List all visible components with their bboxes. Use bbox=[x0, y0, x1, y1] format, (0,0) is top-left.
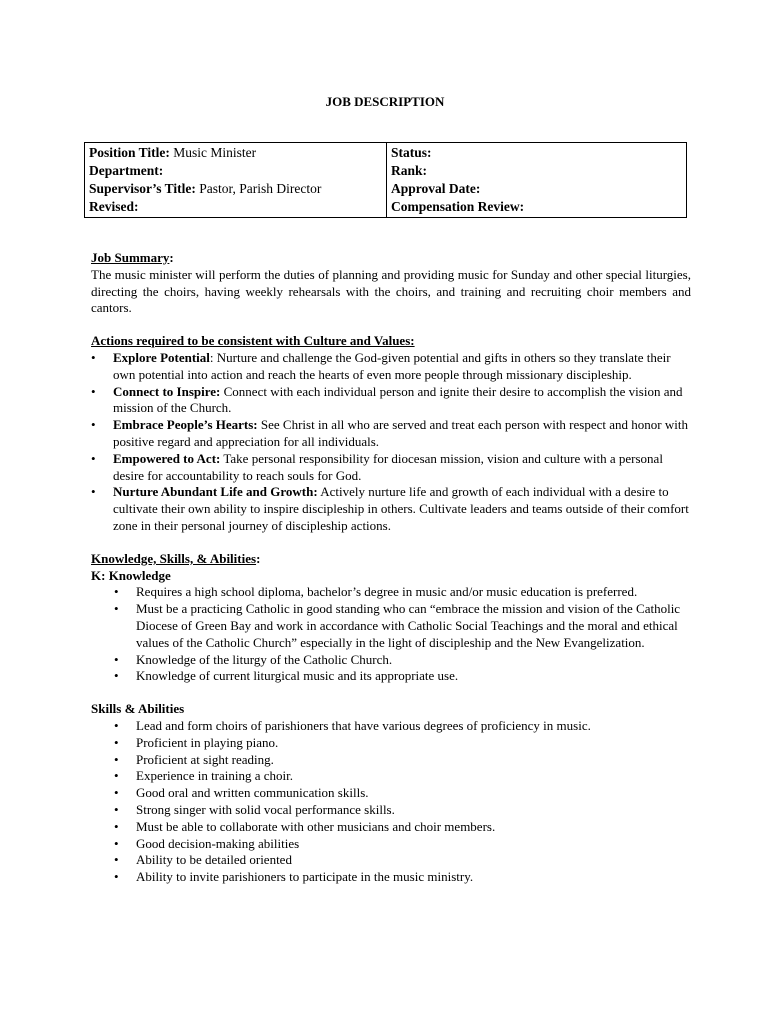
table-row bbox=[85, 162, 687, 180]
ksa-heading: Knowledge, Skills, & Abilities bbox=[91, 550, 257, 566]
table-cell bbox=[387, 143, 687, 163]
item-text: Connect with each individual person and ignite their desire to accomplish the vision and mission of the Church. bbox=[113, 383, 683, 416]
job-summary-text: The music minister will perform the duties of planning and providing music for Sunday and other special liturgies, directing the choirs, having weekly rehearsals with the choirs, and training and recruiting choir members and cantors. bbox=[91, 266, 691, 316]
field-label: Revised: bbox=[89, 199, 139, 214]
item-label: Nurture Abundant Life and Growth: bbox=[113, 484, 318, 500]
list-item: • Must be a practicing Catholic in good standing who can “embrace the mission and vision of the Catholic Diocese of Green Bay and work in accordance with Catholic Social Teachings and the moral and ethical values of the Catholic Church” especially in the light of discipleship and the New Evangelization. bbox=[91, 601, 691, 651]
job-summary-heading: Job Summary bbox=[91, 250, 170, 265]
list-item: • Proficient at sight reading. bbox=[91, 752, 691, 769]
heading-colon: : bbox=[169, 250, 174, 265]
list-item: • Requires a high school diploma, bachelor’s degree in music and/or music education is preferred. bbox=[91, 584, 691, 601]
list-item: • Strong singer with solid vocal performance skills. bbox=[91, 802, 691, 819]
field-value: Music Minister bbox=[169, 145, 257, 160]
section-heading bbox=[91, 250, 691, 267]
list-item: • Good decision-making abilities bbox=[91, 836, 691, 853]
table-row bbox=[85, 198, 687, 218]
list-item: • Experience in training a choir. bbox=[91, 768, 691, 785]
field-label: Supervisor’s Title: bbox=[89, 181, 196, 196]
knowledge-list bbox=[91, 584, 691, 685]
spacer bbox=[91, 535, 691, 551]
skills-section bbox=[91, 701, 691, 886]
table-row bbox=[85, 143, 687, 163]
list-item: • Knowledge of current liturgical music and its appropriate use. bbox=[91, 668, 691, 685]
item-text: : Nurture and challenge the God-given potential and gifts in others so they translate their own potential into action and reach the hearts of even more people through missionary discipleship. bbox=[113, 349, 671, 382]
field-label: Rank: bbox=[391, 163, 428, 178]
actions-section bbox=[91, 333, 691, 535]
job-summary-section bbox=[91, 250, 691, 317]
list-item: • Ability to be detailed oriented bbox=[91, 852, 691, 869]
spacer bbox=[91, 685, 691, 701]
field-label: Compensation Review: bbox=[391, 199, 525, 214]
skills-heading: Skills & Abilities bbox=[91, 701, 185, 717]
list-item: • Knowledge of the liturgy of the Catholic Church. bbox=[91, 652, 691, 669]
field-label: Department: bbox=[89, 163, 164, 178]
spacer bbox=[91, 317, 691, 333]
page-title: JOB DESCRIPTION bbox=[325, 94, 445, 109]
list-item bbox=[91, 451, 691, 485]
table-cell bbox=[85, 143, 387, 163]
skills-list bbox=[91, 718, 691, 886]
item-label: Connect to Inspire: bbox=[113, 383, 221, 399]
list-item bbox=[91, 417, 691, 451]
list-item: • Must be able to collaborate with other musicians and choir members. bbox=[91, 819, 691, 836]
table-cell bbox=[85, 162, 387, 180]
document-body bbox=[91, 250, 691, 886]
table-cell bbox=[387, 180, 687, 198]
field-value: Pastor, Parish Director bbox=[195, 181, 322, 196]
field-label: Approval Date: bbox=[391, 181, 481, 196]
field-label: Status: bbox=[391, 145, 432, 160]
list-item bbox=[91, 384, 691, 418]
list-item: • Lead and form choirs of parishioners that have various degrees of proficiency in music. bbox=[91, 718, 691, 735]
item-text: See Christ in all who are served and treat each person with respect and honor with positive regard and appreciation for all individuals. bbox=[113, 417, 688, 449]
table-cell bbox=[387, 162, 687, 180]
knowledge-heading: K: Knowledge bbox=[91, 567, 171, 583]
section-heading bbox=[91, 551, 691, 568]
list-item: • Proficient in playing piano. bbox=[91, 735, 691, 752]
list-item bbox=[91, 350, 691, 384]
position-info-table bbox=[84, 142, 687, 218]
heading-colon: : bbox=[256, 550, 261, 566]
list-item: • Ability to invite parishioners to participate in the music ministry. bbox=[91, 869, 691, 886]
list-item bbox=[91, 484, 691, 534]
item-label: Explore Potential bbox=[113, 349, 210, 365]
table-cell bbox=[387, 198, 687, 218]
table-row bbox=[85, 180, 687, 198]
field-label: Position Title: bbox=[89, 145, 170, 160]
item-label: Embrace People’s Hearts: bbox=[113, 417, 258, 433]
item-label: Empowered to Act: bbox=[113, 450, 221, 466]
list-item: • Good oral and written communication skills. bbox=[91, 785, 691, 802]
item-text: Actively nurture life and growth of each individual with a desire to cultivate their own ability to inspire discipleship in others. Cultivate leaders and teams outside of their comfort zone in their personal journey of discipleship actions. bbox=[113, 484, 689, 533]
actions-heading: Actions required to be consistent with Culture and Values: bbox=[91, 333, 415, 349]
ksa-section bbox=[91, 551, 691, 685]
table-cell bbox=[85, 180, 387, 198]
table-cell bbox=[85, 198, 387, 218]
actions-list bbox=[91, 350, 691, 535]
item-text: Take personal responsibility for diocesan mission, vision and culture with a personal desire for accountability to reach souls for God. bbox=[113, 450, 663, 483]
